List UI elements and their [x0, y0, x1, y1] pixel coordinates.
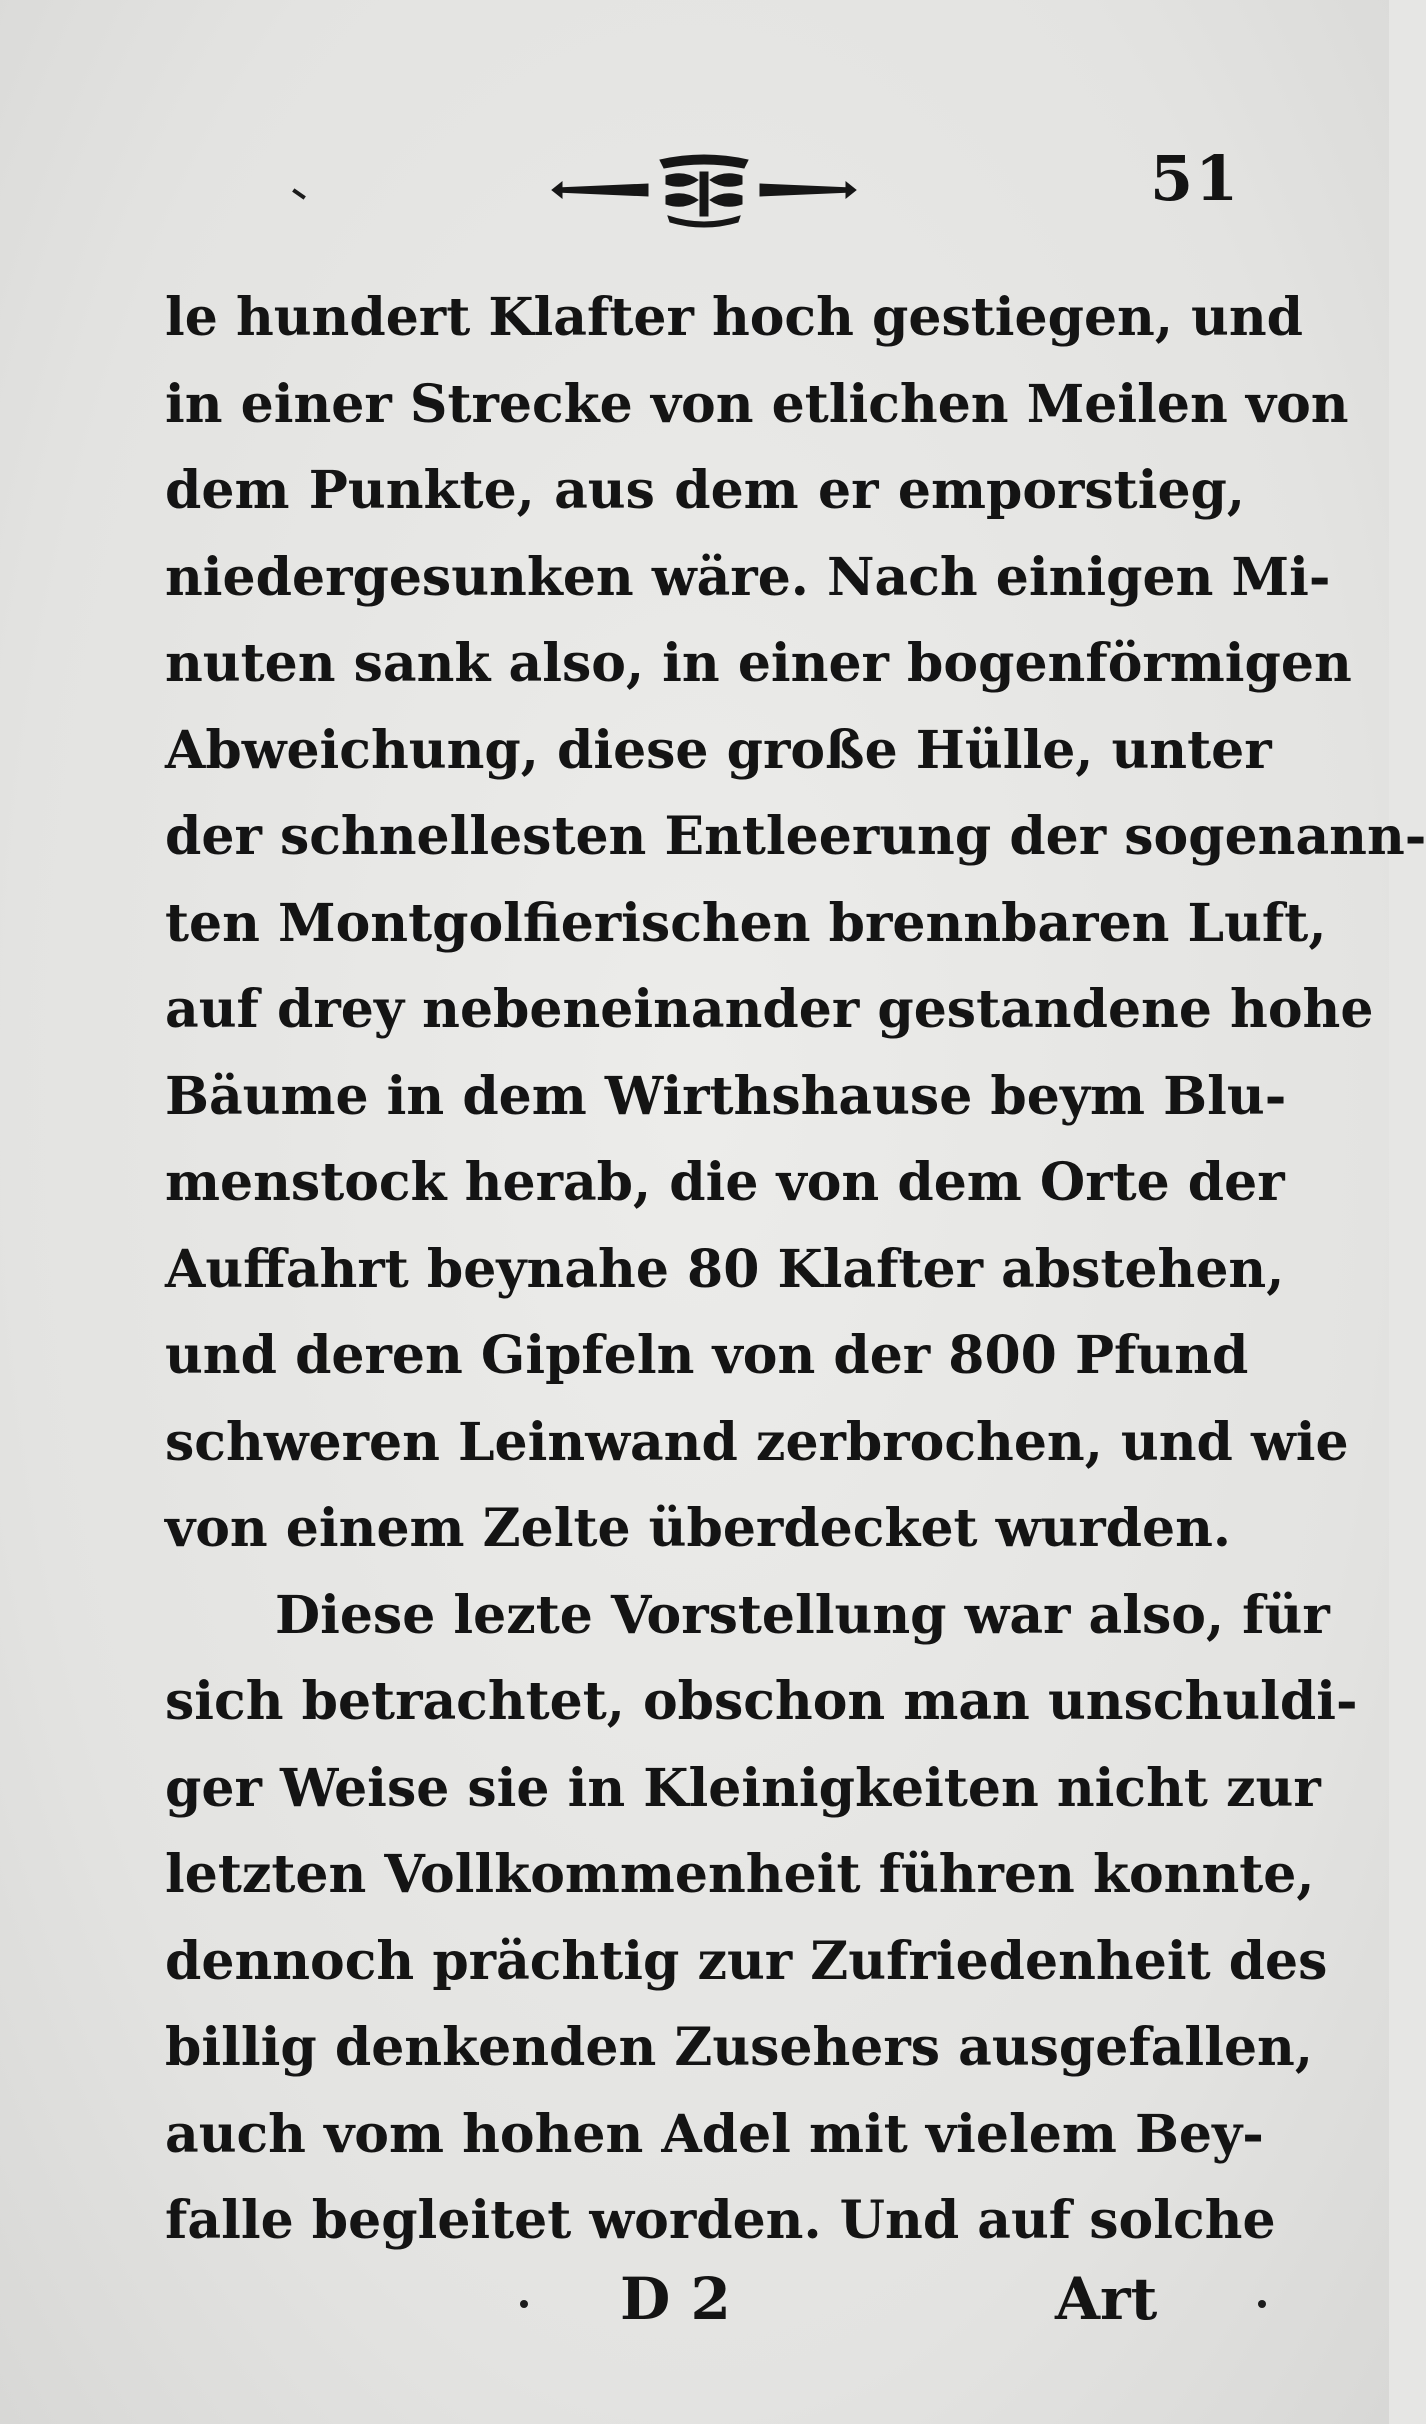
stray-dot — [1258, 2300, 1266, 2308]
text-line: menstock herab, die von dem Orte der — [165, 1152, 1285, 1213]
text-line: in einer Strecke von etlichen Meilen von — [165, 373, 1349, 435]
text-line: sich betrachtet, obschon man unschuldi- — [165, 1671, 1358, 1732]
text-line: Abweichung, diese große Hülle, unter — [165, 719, 1272, 781]
stray-dot — [520, 2300, 528, 2308]
signature-mark: D 2 — [620, 2265, 731, 2333]
text-line: nuten sank also, in einer bogenförmigen — [165, 633, 1352, 694]
catchword: Art — [1055, 2265, 1158, 2333]
text-line: letzten Vollkommenheit führen konnte, — [165, 1844, 1315, 1905]
text-line: Bäume in dem Wirthshause beym Blu- — [165, 1065, 1287, 1127]
page-number: 51 — [1150, 142, 1241, 215]
text-line: ten Montgolfierischen brennbaren Luft, — [165, 892, 1327, 954]
text-line: Diese lezte Vorstellung war also, für — [275, 1584, 1330, 1646]
text-line: von einem Zelte überdecket wurden. — [165, 1498, 1231, 1559]
text-line: billig denkenden Zusehers ausgefallen, — [165, 2017, 1313, 2078]
text-line: auch vom hohen Adel mit vielem Bey- — [165, 2103, 1264, 2165]
text-line: le hundert Klafter hoch gestiegen, und — [165, 287, 1304, 348]
text-line: und deren Gipfeln von der 800 Pfund — [165, 1325, 1249, 1386]
stray-mark — [292, 188, 306, 199]
text-line: falle begleitet worden. Und auf solche — [165, 2190, 1276, 2251]
body-text — [165, 275, 1426, 2265]
text-line: dem Punkte, aus dem er emporstieg, — [165, 460, 1245, 521]
text-line: schweren Leinwand zerbrochen, und wie — [165, 1411, 1349, 1473]
text-line: dennoch prächtig zur Zufriedenheit des — [165, 1930, 1328, 1992]
text-line: ger Weise sie in Kleinigkeiten nicht zur — [165, 1757, 1321, 1819]
header-ornament — [548, 150, 860, 230]
text-line: der schnellesten Entleerung der sogenann- — [165, 806, 1426, 867]
text-line: auf drey nebeneinander gestandene hohe — [165, 979, 1374, 1040]
text-line: niedergesunken wäre. Nach einigen Mi- — [165, 546, 1331, 608]
text-line: Auffahrt beynahe 80 Klafter abstehen, — [165, 1238, 1285, 1300]
